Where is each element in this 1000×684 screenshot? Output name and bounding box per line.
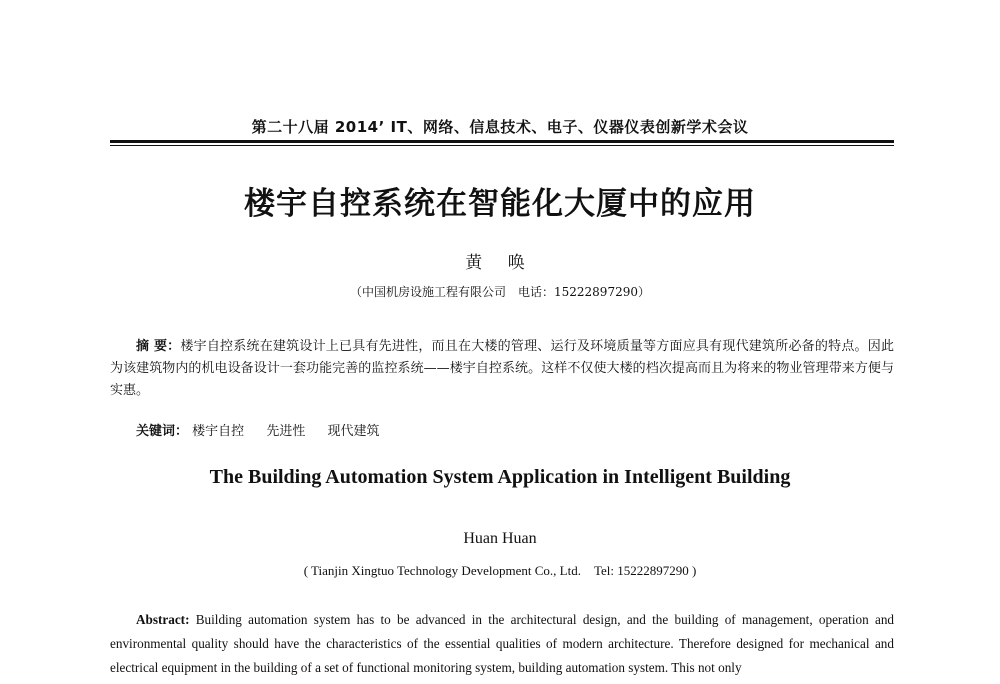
author-chinese: 黄 唤 [465, 253, 535, 273]
header-rule-thick [110, 140, 894, 143]
author-english: Huan Huan [463, 530, 537, 547]
keywords-chinese-label: 关键词： [136, 424, 189, 439]
abstract-chinese [110, 336, 894, 402]
header-rule-thin [110, 145, 894, 146]
affiliation-english: ( Tianjin Xingtuo Technology Development Co., Ltd. Tel: 15222897290 ) [303, 563, 697, 578]
keyword-item: 楼宇自控 [192, 424, 245, 439]
paper-title-english: The Building Automation System Application in Intelligent Building [209, 466, 791, 488]
abstract-chinese-label: 摘 要： [136, 339, 181, 354]
keyword-item: 先进性 [266, 424, 306, 439]
affiliation-chinese: （中国机房设施工程有限公司 电话：15222897290） [350, 285, 650, 299]
keyword-item: 现代建筑 [327, 424, 380, 439]
paper-title-chinese: 楼宇自控系统在智能化大厦中的应用 [244, 186, 756, 222]
abstract-english-text: Building automation system has to be advanced in the architectural design, and the building of management, operation and environmental quality should have the characteristics of the essential qualities of modern architecture. Therefore designed for mechanical and electrical equipment in the building of a set of functional monitoring system, building automation system. This not only [110, 612, 895, 675]
abstract-english-label: Abstract: [136, 612, 190, 627]
keywords-chinese [136, 420, 397, 439]
abstract-chinese-text: 楼宇自控系统在建筑设计上已具有先进性，而且在大楼的管理、运行及环境质量等方面应具有现代建筑所必备的特点。因此为该建筑物内的机电设备设计一套功能完善的监控系统——楼宇自控系统。这样不仅使大楼的档次提高而且为将来的物业管理带来方便与实惠。 [110, 339, 894, 398]
abstract-english [110, 608, 894, 680]
conference-header: 第二十八届 2014’ IT、网络、信息技术、电子、仪器仪表创新学术会议 [251, 118, 749, 136]
